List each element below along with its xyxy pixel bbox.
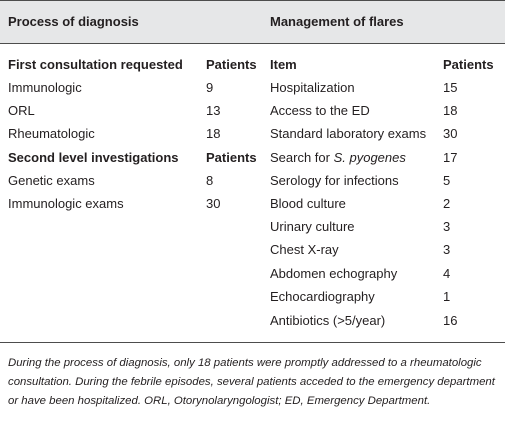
- right-row-label: Abdomen echography: [270, 266, 398, 281]
- right-row-value: 30: [443, 126, 458, 141]
- right-row-label: Blood culture: [270, 196, 346, 211]
- right-row-value: 5: [443, 173, 451, 188]
- right-row-value: Patients: [443, 57, 494, 72]
- left-row-label: Second level investigations: [8, 150, 179, 165]
- right-row-value: 15: [443, 80, 458, 95]
- left-row-label: Genetic exams: [8, 173, 95, 188]
- right-row-label: Urinary culture: [270, 219, 355, 234]
- right-row-label-species: S. pyogenes: [333, 150, 406, 165]
- right-row-label: Echocardiography: [270, 289, 375, 304]
- table-bottom-rule: [0, 342, 505, 343]
- table-footnote: During the process of diagnosis, only 18 patients were promptly addressed to a rheumatologic consultation. During the febrile episodes, several patients acceded to the emergency department or have been hospitalized. ORL, Otorynolaryngologist; ED, Emergency Department.: [8, 357, 495, 407]
- right-row-value: 3: [443, 242, 451, 257]
- right-row-value: 3: [443, 219, 451, 234]
- right-row-label-prefix: Search for: [270, 150, 334, 165]
- right-row-value: 17: [443, 150, 458, 165]
- right-row-value: 2: [443, 196, 451, 211]
- right-row-label: Item: [270, 57, 297, 72]
- header-process-of-diagnosis: Process of diagnosis: [8, 14, 139, 29]
- right-row-label: Hospitalization: [270, 80, 355, 95]
- left-row-label: Immunologic: [8, 80, 82, 95]
- right-row-label: Standard laboratory exams: [270, 126, 427, 141]
- right-row-value: 18: [443, 103, 458, 118]
- left-row-label: Immunologic exams: [8, 196, 124, 211]
- right-row-label: Serology for infections: [270, 173, 399, 188]
- right-row-value: 1: [443, 289, 451, 304]
- left-row-value: 9: [206, 80, 214, 95]
- table-header-rule: [0, 43, 505, 44]
- right-row-label: [270, 150, 406, 166]
- left-row-label: ORL: [8, 103, 35, 118]
- left-row-value: 30: [206, 196, 221, 211]
- right-row-label: Antibiotics (>5/year): [270, 313, 386, 328]
- left-row-value: 13: [206, 103, 221, 118]
- left-row-value: 8: [206, 173, 214, 188]
- right-row-label: Chest X-ray: [270, 242, 339, 257]
- left-row-value: Patients: [206, 57, 257, 72]
- left-row-label: Rheumatologic: [8, 126, 95, 141]
- left-row-value: 18: [206, 126, 221, 141]
- left-row-value: Patients: [206, 150, 257, 165]
- right-row-value: 4: [443, 266, 451, 281]
- header-management-of-flares: Management of flares: [270, 14, 404, 29]
- right-row-value: 16: [443, 313, 458, 328]
- right-row-label: Access to the ED: [270, 103, 370, 118]
- left-row-label: First consultation requested: [8, 57, 183, 72]
